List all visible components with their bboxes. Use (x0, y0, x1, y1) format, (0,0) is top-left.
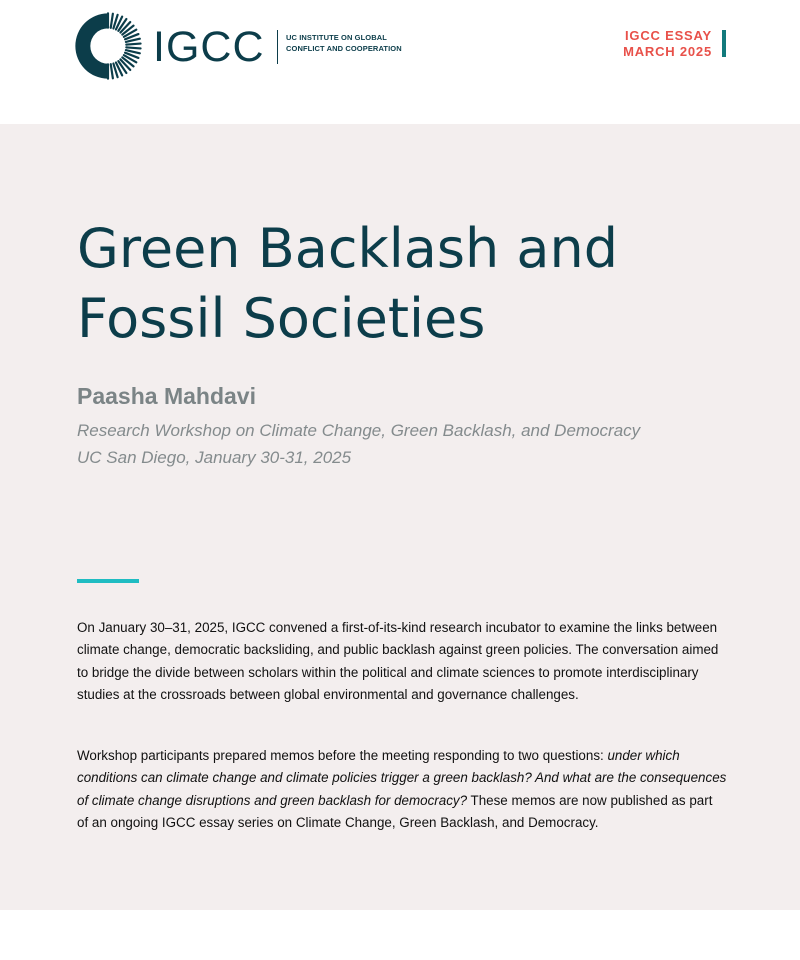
intro-paragraph: On January 30–31, 2025, IGCC convened a first-of-its-kind research incubator to examine the links between climate change, democratic backsliding, and public backlash against green policies. The conversation aimed to bridge the divide between scholars within the political and climate sciences to promote interdisciplinary studies at the crossroads between global environmental and governance challenges. (77, 620, 719, 703)
essay-tag (623, 28, 712, 60)
essay-tag-bar (722, 30, 726, 57)
accent-divider (77, 579, 139, 583)
page-header (0, 0, 800, 124)
memo-paragraph-end: These memos are now published as part of an ongoing IGCC essay series on Climate Change, Green Backlash, and Democracy. (77, 792, 713, 831)
page-footer (0, 910, 800, 960)
author-name: Paasha Mahdavi (77, 383, 256, 409)
essay-label: IGCC ESSAY (625, 28, 712, 43)
logo-subtitle-line1: UC INSTITUTE ON GLOBAL (286, 33, 387, 42)
logo-wordmark: IGCC (153, 23, 265, 71)
essay-date: MARCH 2025 (623, 44, 712, 59)
title-line1: Green Backlash and (77, 217, 619, 280)
memo-paragraph (77, 745, 727, 835)
event-name: Research Workshop on Climate Change, Green Backlash, and Democracy (77, 421, 641, 440)
igcc-logo-icon (74, 12, 142, 80)
title-line2: Fossil Societies (77, 287, 486, 350)
logo-subtitle-line2: CONFLICT AND COOPERATION (286, 44, 402, 53)
logo-subtitle (286, 32, 402, 54)
logo-divider (277, 30, 278, 64)
memo-questions: under which conditions can climate change and climate policies trigger a green backlash? And what are the consequences of climate change disruptions and green backlash for democracy? (77, 748, 727, 808)
page-title (77, 214, 777, 354)
memo-paragraph-start: Workshop participants prepared memos before the meeting responding to two questions: (77, 748, 608, 763)
event-location-date: UC San Diego, January 30-31, 2025 (77, 448, 352, 467)
